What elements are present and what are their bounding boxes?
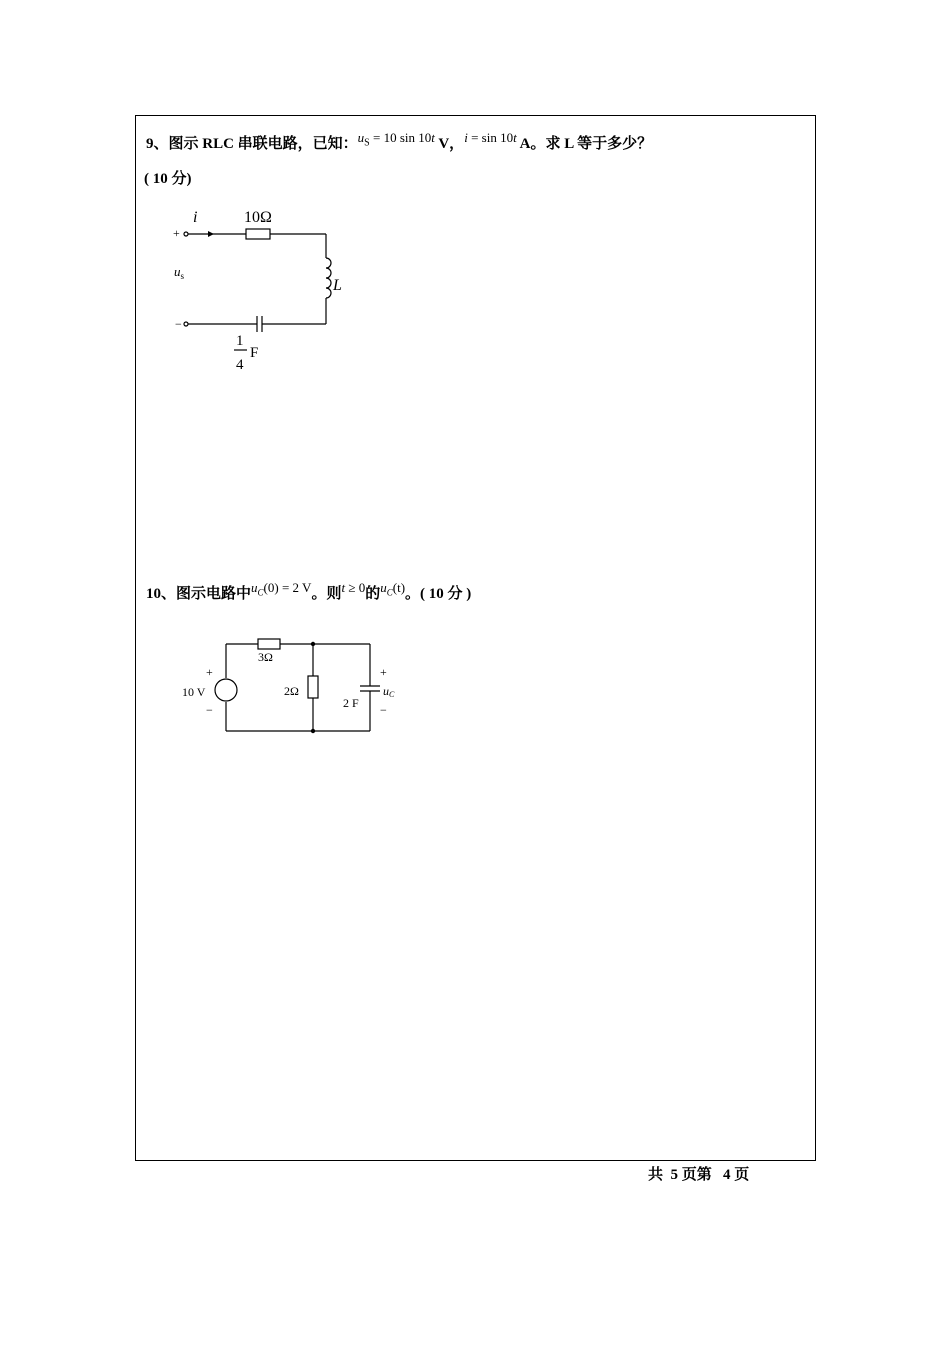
question-9-score: ( 10 分) [144, 171, 192, 187]
capacitor-denominator: 4 [236, 357, 244, 373]
source-voltage-label: $u_s$ [174, 264, 185, 281]
capacitor-voltage-label: uC [383, 684, 395, 699]
vc-plus: + [380, 665, 387, 679]
source-minus: − [175, 317, 182, 331]
capacitor-numerator: 1 [236, 333, 244, 349]
source-plus: + [206, 665, 213, 679]
page-footer: 共 5 页第 4 页 [648, 1167, 750, 1183]
resistor-label: 10Ω [244, 209, 272, 226]
rlc-circuit-diagram [160, 200, 360, 380]
series-resistor-label: 3Ω [258, 650, 273, 664]
rc-circuit-diagram [170, 630, 410, 740]
current-label: i [193, 209, 198, 226]
capacitor-label: 2 F [343, 696, 359, 710]
vc-minus: − [380, 703, 387, 717]
source-minus: − [206, 703, 213, 717]
source-value-label: 10 V [182, 685, 206, 699]
source-plus: + [173, 226, 180, 240]
inductor-label: L [333, 277, 342, 294]
capacitor-unit: F [250, 345, 259, 361]
shunt-resistor-label: 2Ω [284, 684, 299, 698]
question-10-text: 10、图示电路中$u_C(0) = 2$ V。则t ≥ 0的$u_C(t)$。( 10 分 ) [146, 580, 472, 602]
question-9-text: 9、图示 RLC 串联电路，已知：$u_S = 10$ sin 10t V，i = sin 10t A。求 L 等于多少？ [146, 130, 653, 152]
